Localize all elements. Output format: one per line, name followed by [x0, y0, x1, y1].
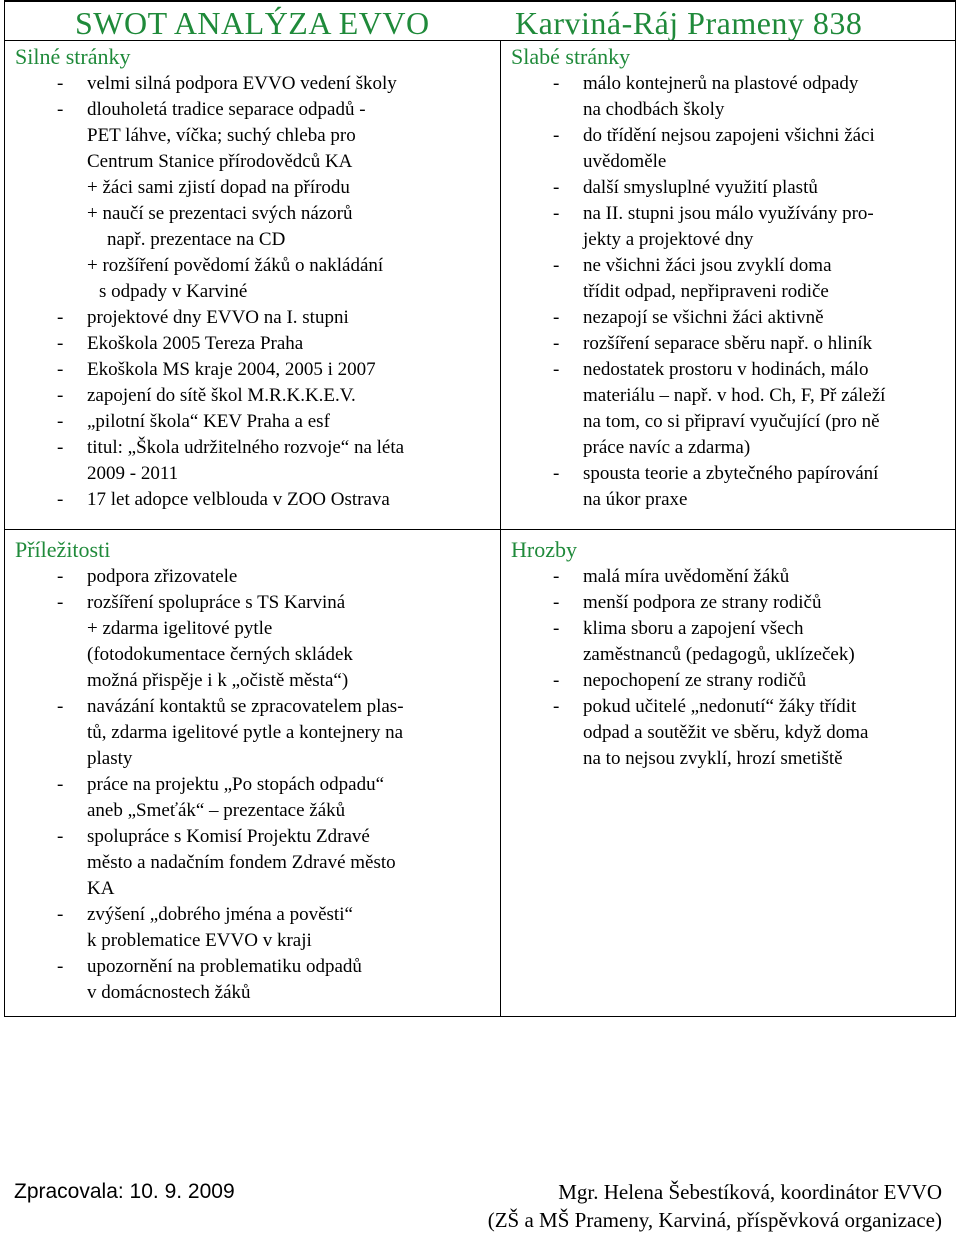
list-item-text: ne všichni žáci jsou zvyklí doma: [583, 255, 832, 276]
list-item: [15, 694, 490, 720]
list-item-text: nezapojí se všichni žáci aktivně: [583, 307, 824, 328]
bullet-dash: -: [57, 307, 64, 328]
list-item: [511, 616, 945, 642]
list-item: [511, 331, 945, 357]
list-item-continuation: v domácnostech žáků: [87, 982, 251, 1003]
bullet-dash: -: [553, 177, 560, 198]
list-item-continuation: aneb „Smeťák“ – prezentace žáků: [87, 800, 346, 821]
list-item-continuation: odpad a soutěžit ve sběru, když doma: [583, 722, 869, 743]
list-item-continuation: práce navíc a zdarma): [583, 437, 751, 458]
bullet-dash: -: [57, 904, 64, 925]
list-item: [511, 357, 945, 383]
list-item-text: projektové dny EVVO na I. stupni: [87, 307, 349, 328]
list-item-continuation: na úkor praxe: [583, 489, 688, 510]
list-item: [511, 590, 945, 616]
opportunities-list: [15, 564, 490, 1006]
list-item-continuation: jekty a projektové dny: [583, 229, 754, 250]
list-item-continuation: PET láhve, víčka; suchý chleba pro: [87, 125, 356, 146]
bullet-dash: -: [553, 359, 560, 380]
weaknesses-cell: [501, 41, 956, 530]
weaknesses-heading: Slabé stránky: [511, 44, 631, 69]
list-item: [15, 383, 490, 409]
list-item-continuation: s odpady v Karviné: [99, 281, 248, 302]
list-item: [15, 824, 490, 850]
list-item-continuation: na chodbách školy: [583, 99, 725, 120]
bullet-dash: -: [553, 307, 560, 328]
list-item-continuation: tů, zdarma igelitové pytle a kontejnery na: [87, 722, 404, 743]
bullet-dash: -: [57, 437, 64, 458]
bullet-dash: -: [57, 99, 64, 120]
organization-line: (ZŠ a MŠ Prameny, Karviná, příspěvková organizace): [487, 1208, 942, 1232]
strengths-cell: [5, 41, 501, 530]
list-item-text: spolupráce s Komisí Projektu Zdravé: [87, 826, 370, 847]
bullet-dash: -: [553, 670, 560, 691]
list-item-text: dlouholetá tradice separace odpadů -: [87, 99, 366, 120]
list-item: [511, 668, 945, 694]
list-item: [15, 772, 490, 798]
opportunities-cell: [5, 530, 501, 1017]
list-item-text: rozšíření separace sběru např. o hliník: [583, 333, 873, 354]
list-item-continuation: + rozšíření povědomí žáků o nakládání: [87, 255, 384, 276]
bullet-dash: -: [57, 566, 64, 587]
list-item-continuation: na to nejsou zvyklí, hrozí smetiště: [583, 748, 843, 769]
bullet-dash: -: [57, 696, 64, 717]
bullet-dash: -: [57, 489, 64, 510]
list-item-text: pokud učitelé „nedonutí“ žáky třídit: [583, 696, 857, 717]
list-item-continuation: + zdarma igelitové pytle: [87, 618, 273, 639]
list-item: [511, 253, 945, 279]
list-item-text: zapojení do sítě škol M.R.K.K.E.V.: [87, 385, 356, 406]
strengths-heading: Silné stránky: [15, 44, 131, 69]
bullet-dash: -: [57, 956, 64, 977]
list-item: [15, 564, 490, 590]
list-item-text: do třídění nejsou zapojeni všichni žáci: [583, 125, 875, 146]
bullet-dash: -: [553, 618, 560, 639]
list-item-text: nedostatek prostoru v hodinách, málo: [583, 359, 869, 380]
bullet-dash: -: [553, 255, 560, 276]
bullet-dash: -: [57, 826, 64, 847]
title-left: SWOT ANALÝZA EVVO: [75, 5, 430, 41]
list-item: [15, 902, 490, 928]
list-item-text: nepochopení ze strany rodičů: [583, 670, 807, 691]
list-item: [511, 305, 945, 331]
list-item-text: menší podpora ze strany rodičů: [583, 592, 822, 613]
list-item-text: klima sboru a zapojení všech: [583, 618, 804, 639]
bullet-dash: -: [553, 463, 560, 484]
list-item-continuation: materiálu – např. v hod. Ch, F, Př záleží: [583, 385, 886, 406]
list-item: [511, 201, 945, 227]
list-item-text: málo kontejnerů na plastové odpady: [583, 73, 859, 94]
bullet-dash: -: [57, 359, 64, 380]
bullet-dash: -: [553, 566, 560, 587]
list-item-text: 17 let adopce velblouda v ZOO Ostrava: [87, 489, 390, 510]
bullet-dash: -: [57, 592, 64, 613]
list-item-text: zvýšení „dobrého jména a pověsti“: [87, 904, 353, 925]
bullet-dash: -: [57, 411, 64, 432]
list-item-continuation: (fotodokumentace černých skládek: [87, 644, 353, 665]
bullet-dash: -: [57, 774, 64, 795]
list-item: [511, 564, 945, 590]
list-item-text: Ekoškola 2005 Tereza Praha: [87, 333, 304, 354]
list-item-continuation: plasty: [87, 748, 133, 769]
list-item: [15, 71, 490, 97]
list-item: [15, 435, 490, 461]
list-item-text: malá míra uvědomění žáků: [583, 566, 790, 587]
list-item: [15, 590, 490, 616]
list-item-continuation: + žáci sami zjistí dopad na přírodu: [87, 177, 350, 198]
bullet-dash: -: [57, 73, 64, 94]
list-item-text: „pilotní škola“ KEV Praha a esf: [87, 411, 330, 432]
list-item: [15, 409, 490, 435]
list-item-text: velmi silná podpora EVVO vedení školy: [87, 73, 397, 94]
list-item-text: rozšíření spolupráce s TS Karviná: [87, 592, 346, 613]
list-item: [511, 123, 945, 149]
list-item-continuation: město a nadačním fondem Zdravé město: [87, 852, 396, 873]
author-line: Mgr. Helena Šebestíková, koordinátor EVVO: [558, 1180, 942, 1204]
list-item: [15, 357, 490, 383]
list-item-text: spousta teorie a zbytečného papírování: [583, 463, 879, 484]
threats-heading: Hrozby: [511, 537, 577, 562]
bullet-dash: -: [57, 385, 64, 406]
list-item-continuation: 2009 - 2011: [87, 463, 179, 484]
bullet-dash: -: [553, 203, 560, 224]
document-title: [4, 0, 956, 40]
bullet-dash: -: [553, 696, 560, 717]
list-item: [511, 71, 945, 97]
list-item-continuation: KA: [87, 878, 115, 899]
bullet-dash: -: [553, 125, 560, 146]
strengths-list: [15, 71, 490, 513]
list-item: [511, 461, 945, 487]
list-item: [15, 331, 490, 357]
title-right: Karviná-Ráj Prameny 838: [515, 5, 863, 41]
list-item: [511, 175, 945, 201]
swot-table: [4, 40, 956, 1017]
list-item: [15, 487, 490, 513]
list-item-text: titul: „Škola udržitelného rozvoje“ na léta: [87, 437, 405, 458]
list-item-text: navázání kontaktů se zpracovatelem plas-: [87, 696, 404, 717]
list-item-continuation: + naučí se prezentaci svých názorů: [87, 203, 353, 224]
list-item-text: na II. stupni jsou málo využívány pro-: [583, 203, 874, 224]
list-item-continuation: na tom, co si připraví vyučující (pro ně: [583, 411, 880, 432]
list-item: [15, 305, 490, 331]
list-item-text: podpora zřizovatele: [87, 566, 238, 587]
list-item-text: upozornění na problematiku odpadů: [87, 956, 362, 977]
list-item: [511, 694, 945, 720]
list-item: [15, 97, 490, 123]
opportunities-heading: Příležitosti: [15, 537, 111, 562]
weaknesses-list: [511, 71, 945, 513]
bullet-dash: -: [553, 592, 560, 613]
list-item-continuation: k problematice EVVO v kraji: [87, 930, 312, 951]
list-item-continuation: třídit odpad, nepřipraveni rodiče: [583, 281, 829, 302]
list-item-text: Ekoškola MS kraje 2004, 2005 i 2007: [87, 359, 376, 380]
threats-list: [511, 564, 945, 772]
bullet-dash: -: [553, 333, 560, 354]
bullet-dash: -: [57, 333, 64, 354]
list-item-continuation: např. prezentace na CD: [107, 229, 286, 250]
list-item-continuation: Centrum Stanice přírodovědců KA: [87, 151, 353, 172]
list-item-text: další smysluplné využití plastů: [583, 177, 818, 198]
list-item-text: práce na projektu „Po stopách odpadu“: [87, 774, 385, 795]
list-item-continuation: uvědoměle: [583, 151, 667, 172]
threats-cell: [501, 530, 956, 1017]
list-item-continuation: zaměstnanců (pedagogů, uklízeček): [583, 644, 855, 665]
prepared-date: Zpracovala: 10. 9. 2009: [14, 1180, 235, 1203]
list-item: [15, 954, 490, 980]
bullet-dash: -: [553, 73, 560, 94]
list-item-continuation: možná přispěje i k „očistě města“): [87, 670, 349, 691]
